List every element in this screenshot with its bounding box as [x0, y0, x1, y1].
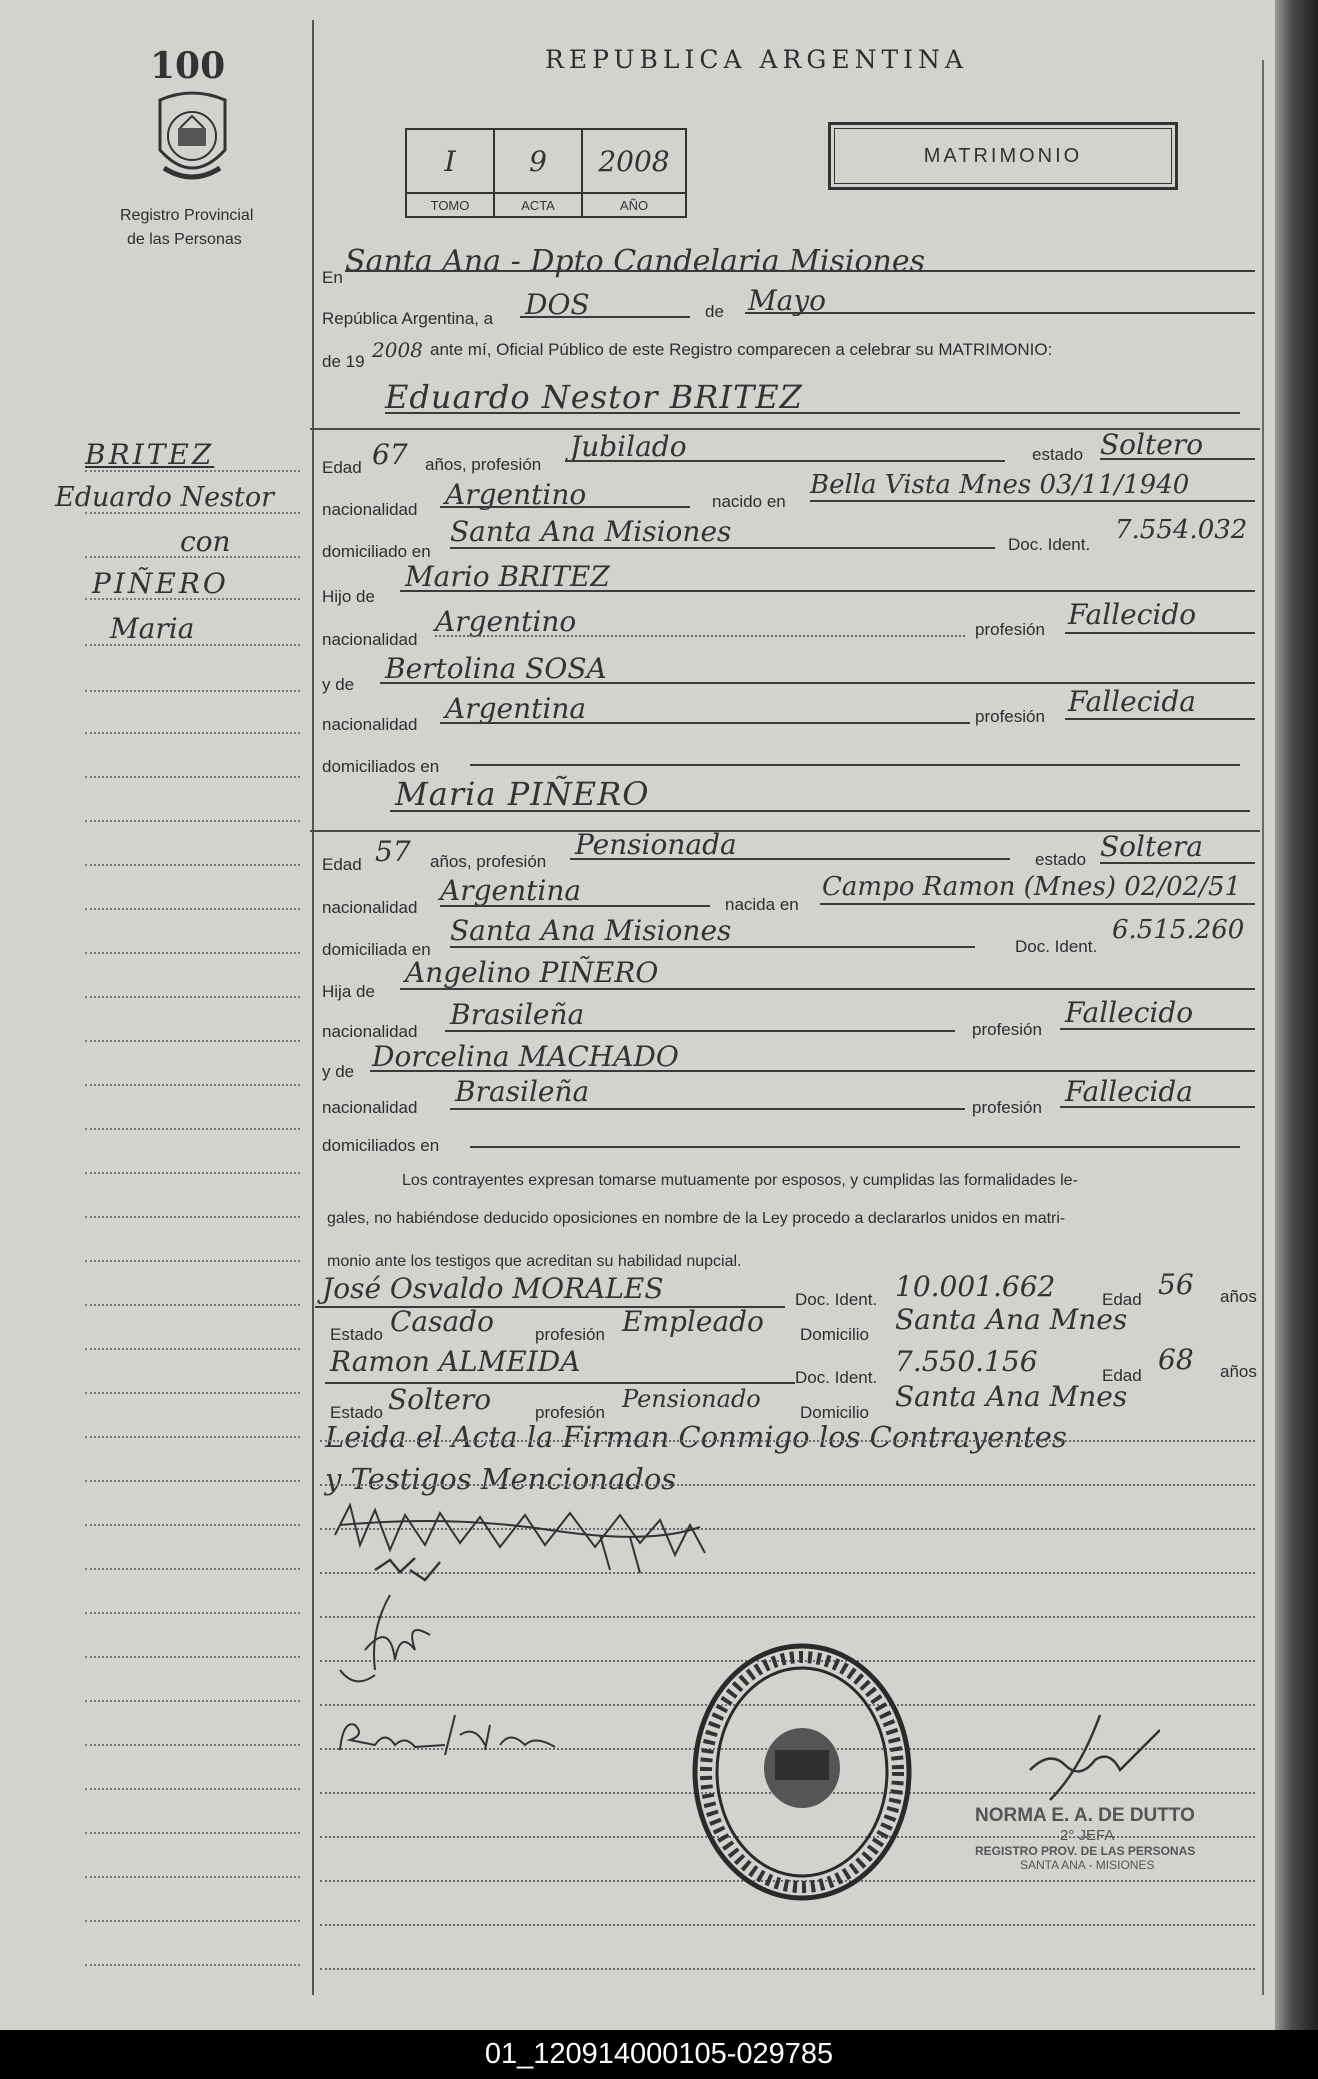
witness2-profession: Pensionado	[622, 1385, 761, 1413]
groom-father-nationality: Argentino	[435, 605, 577, 638]
label-edad-groom: Edad	[322, 458, 362, 477]
intro-text: ante mí, Oficial Público de este Registro comparecen a celebrar su MATRIMONIO:	[430, 340, 1053, 359]
label-anos-profesion-groom: años, profesión	[425, 455, 542, 474]
closing-line1: Leida el Acta la Firman Conmigo los Contrayentes	[325, 1420, 1067, 1454]
registry-name-line2: de las Personas	[127, 231, 242, 248]
label-en: En	[322, 268, 343, 287]
groom-father: Mario BRITEZ	[405, 560, 610, 593]
declaration-line3: monio ante los testigos que acreditan su habilidad nupcial.	[327, 1253, 742, 1270]
witness1-status: Casado	[390, 1305, 494, 1338]
declaration-line1: Los contrayentes expresan tomarse mutuamente por esposos, y cumplidas las formalidades le-	[402, 1172, 1078, 1189]
label-profesion-groom-mother: profesión	[975, 707, 1045, 726]
groom-mother: Bertolina SOSA	[385, 652, 607, 685]
groom-birth: Bella Vista Mnes 03/11/1940	[810, 470, 1190, 500]
place-value: Santa Ana - Dpto Candelaria Misiones	[345, 244, 926, 279]
margin-surname-bride: PIÑERO	[92, 567, 229, 600]
label-y-de-bride: y de	[322, 1062, 355, 1081]
label-anos-witness1: años	[1220, 1287, 1257, 1306]
label-nacionalidad-groom-father: nacionalidad	[322, 630, 418, 649]
acta-value: 9	[529, 144, 547, 178]
bride-father: Angelino PIÑERO	[405, 956, 659, 989]
groom-father-profession: Fallecido	[1068, 598, 1197, 631]
witness1-age: 56	[1158, 1268, 1194, 1301]
label-edad-bride: Edad	[322, 855, 362, 874]
stamp-line2: 2° JEFA	[1060, 1827, 1115, 1844]
registry-box	[405, 128, 687, 218]
officer-stamp	[975, 1805, 1195, 1872]
witness2-doc: 7.550.156	[895, 1345, 1038, 1378]
month-value: Mayo	[748, 284, 827, 317]
signature-witness1	[335, 1590, 435, 1705]
label-doc-witness2: Doc. Ident.	[795, 1368, 878, 1387]
groom-mother-profession: Fallecida	[1068, 685, 1196, 718]
year-value: 2008	[372, 338, 423, 362]
declaration-line2: gales, no habiéndose deducido oposiciones en nombre de la Ley procedo a declararlos unidos en matri-	[327, 1210, 1066, 1227]
label-profesion-bride-mother: profesión	[972, 1098, 1042, 1117]
bride-father-nationality: Brasileña	[450, 998, 585, 1031]
label-estado-groom: estado	[1032, 445, 1084, 464]
margin-name-bride: Maria	[110, 612, 195, 645]
label-profesion-witness2: profesión	[535, 1403, 605, 1422]
signature-witness2	[335, 1705, 565, 1770]
bride-father-profession: Fallecido	[1065, 996, 1194, 1029]
label-profesion-groom-father: profesión	[975, 620, 1045, 639]
label-doc-witness1: Doc. Ident.	[795, 1290, 878, 1309]
bride-nationality: Argentina	[440, 874, 582, 907]
stamp-line4: SANTA ANA - MISIONES	[1020, 1858, 1155, 1872]
witness1-name: José Osvaldo MORALES	[322, 1272, 664, 1305]
margin-surname: BRITEZ	[85, 438, 215, 471]
witness2-age: 68	[1158, 1343, 1194, 1376]
bride-name: Maria PIÑERO	[395, 775, 650, 813]
label-de-month: de	[705, 302, 724, 321]
label-estado-bride: estado	[1035, 850, 1087, 869]
ano-label: AÑO	[582, 193, 686, 217]
label-nacido-en: nacido en	[712, 492, 786, 511]
label-edad-witness1: Edad	[1102, 1290, 1142, 1309]
bride-birth: Campo Ramon (Mnes) 02/02/51	[822, 872, 1242, 902]
right-border	[1262, 60, 1264, 1995]
label-doc-bride: Doc. Ident.	[1015, 937, 1098, 956]
label-nacionalidad-bride: nacionalidad	[322, 898, 418, 917]
margin-divider	[312, 20, 314, 1995]
country-title: REPUBLICA ARGENTINA	[545, 45, 968, 74]
label-domicilio-witness1: Domicilio	[800, 1325, 869, 1344]
label-anos-witness2: años	[1220, 1362, 1257, 1381]
record-type-label: MATRIMONIO	[923, 145, 1083, 167]
tomo-value: I	[444, 144, 456, 178]
stamp-line1: NORMA E. A. DE DUTTO	[975, 1805, 1195, 1826]
groom-profession: Jubilado	[570, 430, 687, 463]
label-doc-groom: Doc. Ident.	[1008, 535, 1091, 554]
stamp-line3: REGISTRO PROV. DE LAS PERSONAS	[975, 1844, 1196, 1858]
label-nacionalidad-bride-father: nacionalidad	[322, 1022, 418, 1041]
bride-status: Soltera	[1100, 830, 1203, 863]
label-estado-witness2: Estado	[330, 1403, 383, 1422]
bride-age: 57	[375, 835, 411, 868]
witness2-name: Ramon ALMEIDA	[330, 1345, 581, 1378]
label-nacionalidad-groom-mother: nacionalidad	[322, 715, 418, 734]
closing-line2: y Testigos Mencionados	[325, 1462, 677, 1496]
groom-domicile: Santa Ana Misiones	[450, 515, 732, 548]
label-nacionalidad-bride-mother: nacionalidad	[322, 1098, 418, 1117]
label-hija-de: Hija de	[322, 982, 375, 1001]
label-year-prefix: de 19	[322, 352, 365, 371]
label-hijo-de: Hijo de	[322, 587, 375, 606]
bride-mother-profession: Fallecida	[1065, 1075, 1193, 1108]
label-y-de-groom: y de	[322, 675, 355, 694]
label-domiciliada-en: domiciliada en	[322, 940, 431, 959]
label-domiciliado-en: domiciliado en	[322, 542, 431, 561]
groom-doc: 7.554.032	[1115, 515, 1248, 545]
book-edge	[1275, 0, 1318, 2030]
witness1-domicile: Santa Ana Mnes	[895, 1303, 1128, 1336]
label-domiciliados-bride: domiciliados en	[322, 1136, 440, 1155]
margin-con: con	[180, 525, 231, 558]
label-anos-profesion-bride: años, profesión	[430, 852, 547, 871]
acta-label: ACTA	[494, 193, 582, 217]
bride-profession: Pensionada	[575, 828, 737, 861]
witness1-doc: 10.001.662	[895, 1270, 1056, 1303]
page-number: 100	[150, 45, 226, 87]
day-value: DOS	[525, 288, 590, 321]
signature-bride	[370, 1540, 450, 1590]
record-type-box	[828, 122, 1178, 190]
groom-status: Soltero	[1100, 428, 1204, 461]
ano-value: 2008	[598, 144, 670, 178]
registry-name-line1: Registro Provincial	[120, 207, 254, 224]
label-nacida-en: nacida en	[725, 895, 799, 914]
bride-domicile: Santa Ana Misiones	[450, 914, 732, 947]
witness2-status: Soltero	[388, 1383, 492, 1416]
bride-mother: Dorcelina MACHADO	[372, 1040, 679, 1073]
margin-given-names: Eduardo Nestor	[55, 482, 274, 513]
label-edad-witness2: Edad	[1102, 1366, 1142, 1385]
label-estado-witness1: Estado	[330, 1325, 383, 1344]
document-identifier: 01_120914000105-029785	[0, 2030, 1318, 2079]
label-domicilio-witness2: Domicilio	[800, 1403, 869, 1422]
groom-age: 67	[372, 438, 408, 471]
groom-nationality: Argentino	[445, 478, 587, 511]
provincial-emblem	[150, 88, 235, 188]
label-republica: República Argentina, a	[322, 309, 494, 328]
witness1-profession: Empleado	[622, 1305, 764, 1338]
tomo-label: TOMO	[406, 193, 494, 217]
official-seal	[690, 1640, 915, 1910]
label-domiciliados-groom: domiciliados en	[322, 757, 440, 776]
label-nacionalidad-groom: nacionalidad	[322, 500, 418, 519]
label-profesion-bride-father: profesión	[972, 1020, 1042, 1039]
bride-doc: 6.515.260	[1112, 915, 1245, 945]
label-profesion-witness1: profesión	[535, 1325, 605, 1344]
bride-mother-nationality: Brasileña	[455, 1075, 590, 1108]
witness2-domicile: Santa Ana Mnes	[895, 1380, 1128, 1413]
groom-mother-nationality: Argentina	[445, 692, 587, 725]
groom-name: Eduardo Nestor BRITEZ	[385, 378, 803, 416]
